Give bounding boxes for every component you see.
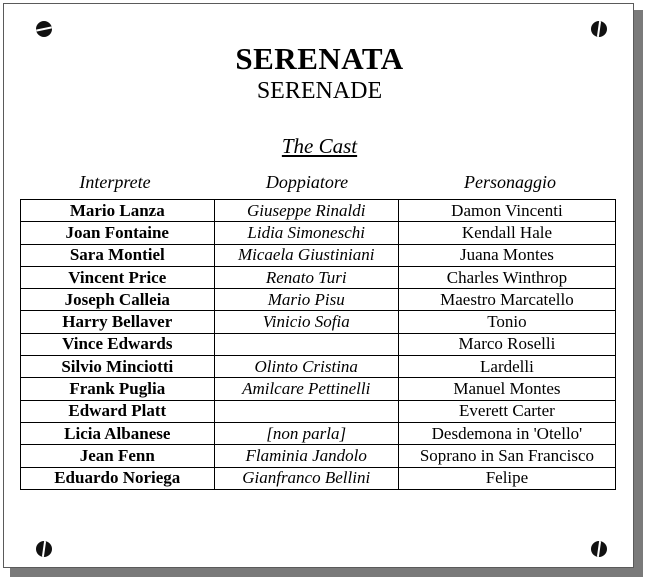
column-headers	[20, 170, 616, 194]
actor-cell: Edward Platt	[21, 400, 215, 422]
actor-cell: Licia Albanese	[21, 422, 215, 444]
actor-cell: Joseph Calleia	[21, 289, 215, 311]
role-cell: Felipe	[398, 467, 615, 489]
screw-icon	[591, 541, 607, 557]
role-cell: Maestro Marcatello	[398, 289, 615, 311]
table-row	[21, 445, 616, 467]
table-row	[21, 311, 616, 333]
table-row	[21, 266, 616, 288]
table-row	[21, 422, 616, 444]
header-role: Personaggio	[464, 172, 556, 192]
cast-table	[20, 199, 616, 490]
role-cell: Soprano in San Francisco	[398, 445, 615, 467]
voice-cell: Mario Pisu	[214, 289, 398, 311]
role-cell: Lardelli	[398, 356, 615, 378]
voice-cell: [non parla]	[214, 422, 398, 444]
actor-cell: Harry Bellaver	[21, 311, 215, 333]
screw-icon	[36, 21, 52, 37]
table-row	[21, 378, 616, 400]
actor-cell: Frank Puglia	[21, 378, 215, 400]
role-cell: Tonio	[398, 311, 615, 333]
role-cell: Damon Vincenti	[398, 200, 615, 222]
film-english-title: SERENADE	[256, 78, 383, 104]
voice-cell: Micaela Giustiniani	[214, 244, 398, 266]
role-cell: Manuel Montes	[398, 378, 615, 400]
role-cell: Juana Montes	[398, 244, 615, 266]
role-cell: Charles Winthrop	[398, 266, 615, 288]
voice-cell: Giuseppe Rinaldi	[214, 200, 398, 222]
actor-cell: Sara Montiel	[21, 244, 215, 266]
role-cell: Kendall Hale	[398, 222, 615, 244]
screw-icon	[591, 21, 607, 37]
voice-cell: Gianfranco Bellini	[214, 467, 398, 489]
cast-heading: The Cast	[281, 134, 358, 158]
header-voice: Doppiatore	[265, 172, 349, 192]
header-actor: Interprete	[79, 172, 151, 192]
voice-cell: Olinto Cristina	[214, 356, 398, 378]
actor-cell: Jean Fenn	[21, 445, 215, 467]
table-row	[21, 289, 616, 311]
actor-cell: Joan Fontaine	[21, 222, 215, 244]
actor-cell: Silvio Minciotti	[21, 356, 215, 378]
actor-cell: Vince Edwards	[21, 333, 215, 355]
table-row	[21, 222, 616, 244]
actor-cell: Eduardo Noriega	[21, 467, 215, 489]
voice-cell: Renato Turi	[214, 266, 398, 288]
screw-icon	[36, 541, 52, 557]
voice-cell: Flaminia Jandolo	[214, 445, 398, 467]
actor-cell: Mario Lanza	[21, 200, 215, 222]
voice-cell: Lidia Simoneschi	[214, 222, 398, 244]
voice-cell	[214, 400, 398, 422]
cast-plaque	[3, 3, 634, 568]
film-title: SERENATA	[235, 41, 404, 76]
table-row	[21, 467, 616, 489]
role-cell: Marco Roselli	[398, 333, 615, 355]
table-row	[21, 200, 616, 222]
table-row	[21, 244, 616, 266]
actor-cell: Vincent Price	[21, 266, 215, 288]
table-row	[21, 333, 616, 355]
role-cell: Everett Carter	[398, 400, 615, 422]
voice-cell: Amilcare Pettinelli	[214, 378, 398, 400]
role-cell: Desdemona in 'Otello'	[398, 422, 615, 444]
voice-cell: Vinicio Sofia	[214, 311, 398, 333]
voice-cell	[214, 333, 398, 355]
table-row	[21, 356, 616, 378]
table-row	[21, 400, 616, 422]
